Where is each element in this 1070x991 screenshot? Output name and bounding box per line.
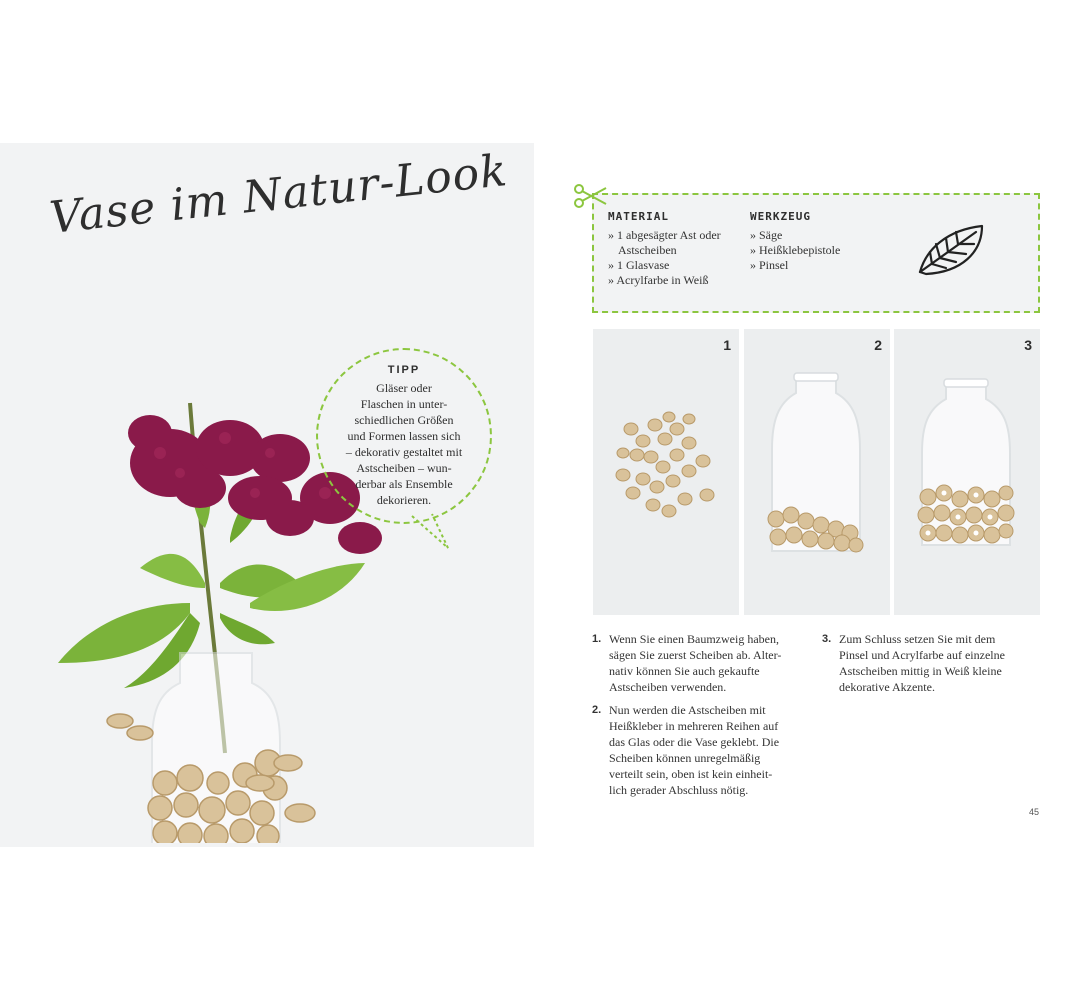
werkzeug-list (750, 228, 880, 273)
tip-line: Astscheiben – wun- (356, 461, 452, 475)
material-list (608, 228, 738, 288)
step-line: verteilt sein, oben ist kein einheit- (609, 767, 773, 781)
page-number: 45 (1029, 807, 1040, 817)
wood-discs-pile-image (593, 329, 739, 615)
step-line: dekorative Akzente. (839, 680, 935, 694)
tip-line: schiedlichen Größen (354, 413, 454, 427)
tip-line: Flaschen in unter- (360, 397, 448, 411)
material-item: » 1 abgesägter Ast oder Astscheiben (608, 228, 721, 257)
material-item: » Acrylfarbe in Weiß (608, 273, 709, 287)
step-line: das Glas oder die Vase geklebt. Die (609, 735, 780, 749)
step-label: 1. (592, 633, 602, 645)
step-3 (822, 631, 1028, 695)
tip-bubble (316, 348, 492, 524)
scissors-icon (572, 182, 610, 212)
material-item: » 1 Glasvase (608, 258, 670, 272)
leaf-icon (916, 222, 988, 278)
step-body (592, 702, 798, 798)
tip-line: dekorieren. (376, 493, 432, 507)
step-line: Wenn Sie einen Baumzweig haben, (609, 632, 779, 646)
loose-wood-discs (100, 703, 360, 833)
tip-text (318, 380, 490, 508)
tip-heading: TIPP (387, 364, 421, 376)
material-column (608, 209, 738, 288)
werkzeug-item: » Heißklebepistole (750, 243, 841, 257)
vase-partial-discs-image (744, 329, 890, 615)
step-photo-number: 3 (1024, 337, 1032, 353)
material-heading: MATERIAL (608, 210, 669, 223)
step-line: Zum Schluss setzen Sie mit dem (839, 632, 996, 646)
step-line: Pinsel und Acrylfarbe auf einzelne (839, 648, 1005, 662)
step-line: Scheiben können unregelmäßig (609, 751, 761, 765)
page-title: Vase im Natur-Look (47, 145, 511, 244)
step-photo-number: 2 (874, 337, 882, 353)
tip-line: und Formen lassen sich (347, 429, 461, 443)
step-line: lich gerader Abschluss nötig. (609, 783, 749, 797)
tip-line: – dekorativ gestaltet mit (345, 445, 463, 459)
step-photo-number: 1 (723, 337, 731, 353)
step-line: nativ können Sie auch gekaufte (609, 664, 760, 678)
step-body (822, 631, 1028, 695)
step-body (592, 631, 798, 695)
step-photo-1 (593, 329, 739, 615)
step-photo-2 (744, 329, 890, 615)
tip-line: Gläser oder (376, 381, 432, 395)
step-line: Astscheiben mittig in Weiß kleine (839, 664, 1002, 678)
step-line: Nun werden die Astscheiben mit (609, 703, 766, 717)
werkzeug-heading: WERKZEUG (750, 210, 811, 223)
step-label: 3. (822, 633, 832, 645)
tip-line: derbar als Ensemble (355, 477, 453, 491)
tip-bubble-tail (408, 512, 454, 552)
werkzeug-item: » Pinsel (750, 258, 789, 272)
step-label: 2. (592, 704, 602, 716)
step-line: sägen Sie zuerst Scheiben ab. Alter- (609, 648, 782, 662)
step-photo-3 (894, 329, 1040, 615)
step-2 (592, 702, 798, 798)
step-line: Astscheiben verwenden. (609, 680, 727, 694)
step-1 (592, 631, 798, 695)
werkzeug-column (750, 209, 880, 273)
werkzeug-item: » Säge (750, 228, 783, 242)
step-line: Heißkleber in mehreren Reihen auf (609, 719, 779, 733)
vase-finished-discs-image (894, 329, 1040, 615)
